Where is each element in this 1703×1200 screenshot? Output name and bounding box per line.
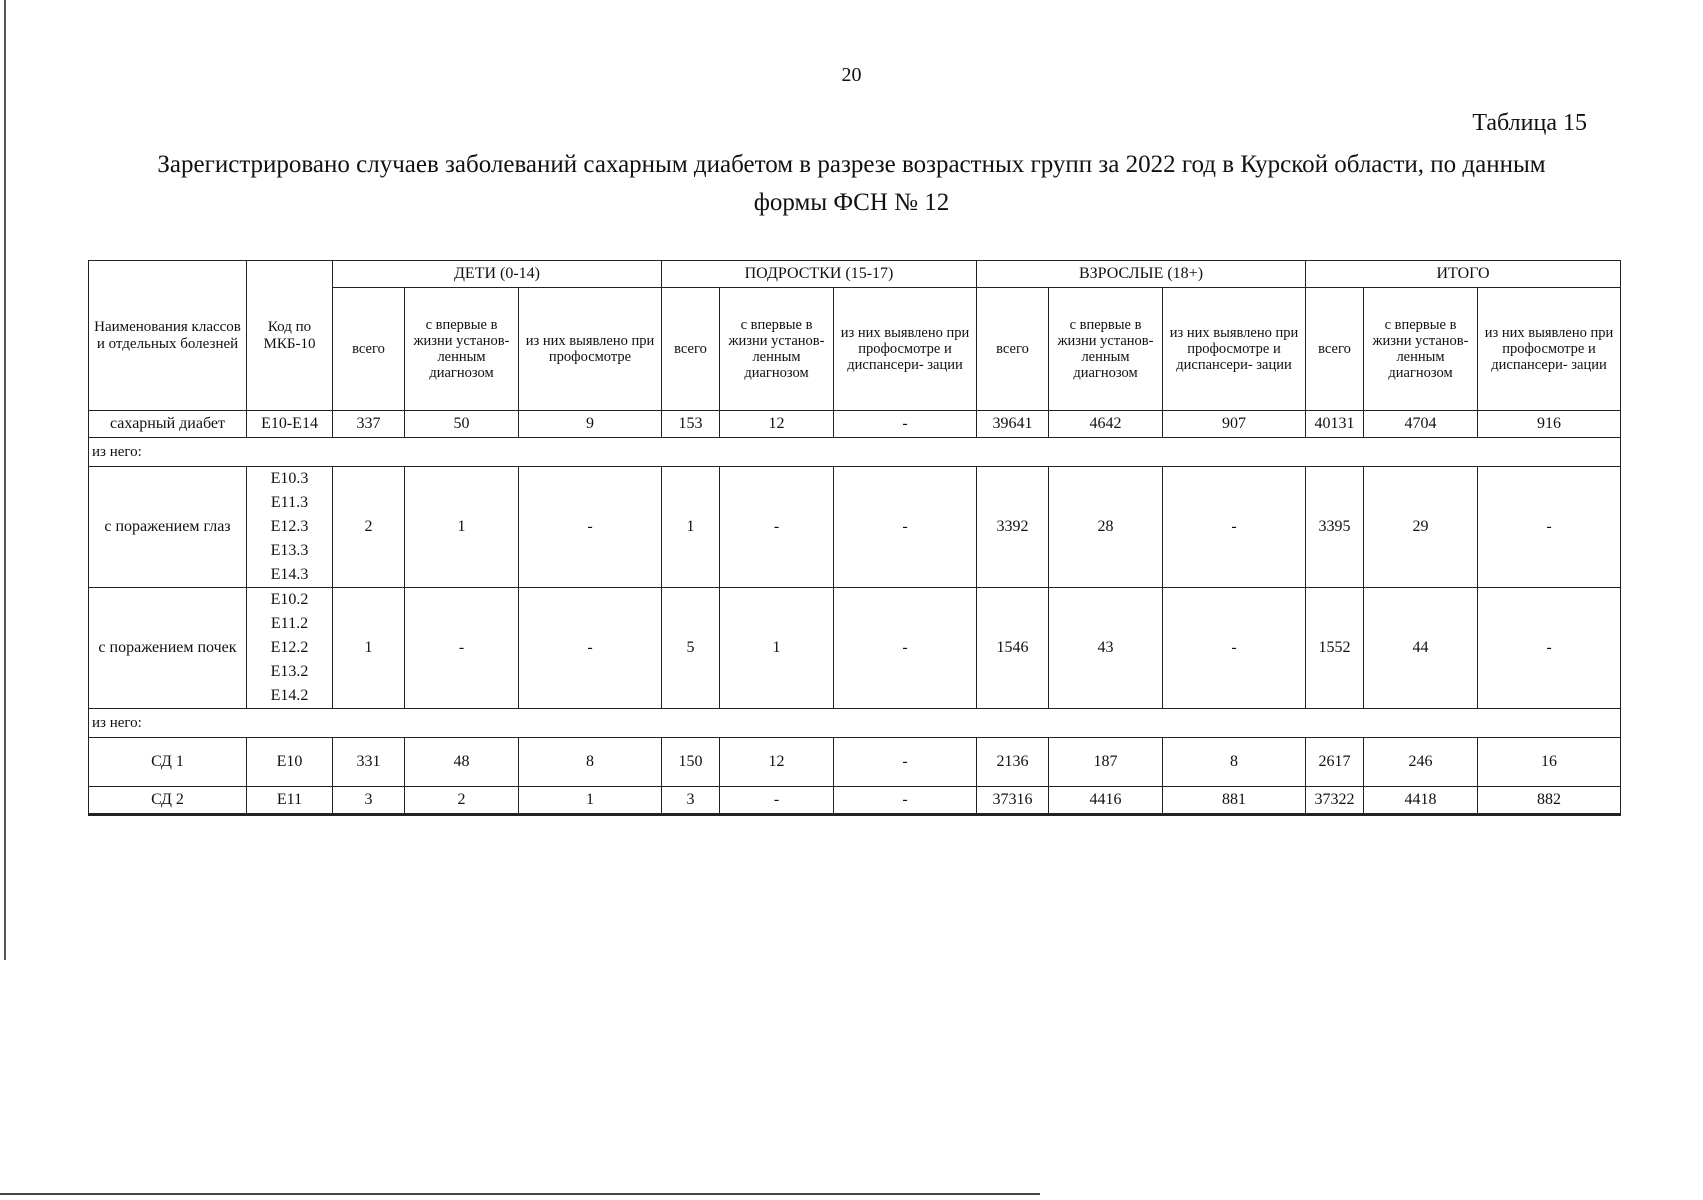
subheader-prof: из них выявлено при профосмотре bbox=[519, 288, 662, 411]
code-line: E10.3 bbox=[270, 470, 309, 487]
row-name: СД 1 bbox=[89, 738, 247, 787]
cell: 882 bbox=[1478, 787, 1621, 815]
table-label: Таблица 15 bbox=[1472, 110, 1587, 136]
subheader-total: всего bbox=[662, 288, 720, 411]
row-name: СД 2 bbox=[89, 787, 247, 815]
header-code: Код по МКБ-10 bbox=[247, 261, 333, 411]
subheader-total: всего bbox=[333, 288, 405, 411]
table-row bbox=[89, 467, 1621, 588]
row-codes bbox=[247, 467, 333, 588]
row-name: с поражением почек bbox=[89, 588, 247, 709]
cell: 1 bbox=[333, 588, 405, 709]
cell: 2617 bbox=[1306, 738, 1364, 787]
cell: - bbox=[720, 467, 834, 588]
subheader-first: с впервые в жизни установ- ленным диагнозом bbox=[1049, 288, 1163, 411]
subheader-total: всего bbox=[1306, 288, 1364, 411]
cell: - bbox=[1163, 588, 1306, 709]
note-text: из него: bbox=[89, 709, 1621, 738]
cell: 29 bbox=[1364, 467, 1478, 588]
page-number: 20 bbox=[841, 64, 862, 86]
cell: 187 bbox=[1049, 738, 1163, 787]
header-total: ИТОГО bbox=[1306, 261, 1621, 288]
row-code: E10 bbox=[247, 738, 333, 787]
cell: 4642 bbox=[1049, 411, 1163, 438]
cell: - bbox=[720, 787, 834, 815]
cell: - bbox=[834, 411, 977, 438]
cell: - bbox=[834, 738, 977, 787]
table-row-note bbox=[89, 709, 1621, 738]
cell: 16 bbox=[1478, 738, 1621, 787]
cell: 1 bbox=[519, 787, 662, 815]
code-line: E12.2 bbox=[270, 639, 309, 656]
cell: 3395 bbox=[1306, 467, 1364, 588]
code-line: E10.2 bbox=[270, 591, 309, 608]
subheader-prof-disp: из них выявлено при профосмотре и диспансери- зации bbox=[834, 288, 977, 411]
row-code: E11 bbox=[247, 787, 333, 815]
cell: 3 bbox=[333, 787, 405, 815]
row-codes bbox=[247, 588, 333, 709]
cell: 8 bbox=[1163, 738, 1306, 787]
cell: 4416 bbox=[1049, 787, 1163, 815]
cell: - bbox=[834, 787, 977, 815]
cell: 246 bbox=[1364, 738, 1478, 787]
cell: 39641 bbox=[977, 411, 1049, 438]
cell: - bbox=[1478, 467, 1621, 588]
cell: 1 bbox=[662, 467, 720, 588]
cell: - bbox=[834, 467, 977, 588]
page-bottom-rule bbox=[0, 1193, 1040, 1195]
code-line: E14.2 bbox=[270, 687, 309, 704]
cell: 916 bbox=[1478, 411, 1621, 438]
cell: 907 bbox=[1163, 411, 1306, 438]
code-line: E13.2 bbox=[270, 663, 309, 680]
code-line: E12.3 bbox=[270, 518, 309, 535]
cell: - bbox=[519, 588, 662, 709]
cell: 37316 bbox=[977, 787, 1049, 815]
cell: 28 bbox=[1049, 467, 1163, 588]
table-row bbox=[89, 787, 1621, 815]
cell: 43 bbox=[1049, 588, 1163, 709]
cell: 2 bbox=[405, 787, 519, 815]
subheader-prof-disp: из них выявлено при профосмотре и диспансери- зации bbox=[1478, 288, 1621, 411]
cell: 153 bbox=[662, 411, 720, 438]
cell: 2 bbox=[333, 467, 405, 588]
cell: 881 bbox=[1163, 787, 1306, 815]
code-line: E14.3 bbox=[270, 566, 309, 583]
cell: 8 bbox=[519, 738, 662, 787]
cell: 48 bbox=[405, 738, 519, 787]
header-name: Наименования классов и отдельных болезней bbox=[89, 261, 247, 411]
cell: 337 bbox=[333, 411, 405, 438]
cell: 1552 bbox=[1306, 588, 1364, 709]
cell: 3392 bbox=[977, 467, 1049, 588]
cell: - bbox=[405, 588, 519, 709]
header-children: ДЕТИ (0-14) bbox=[333, 261, 662, 288]
table-row bbox=[89, 411, 1621, 438]
note-text: из него: bbox=[89, 438, 1621, 467]
cell: 37322 bbox=[1306, 787, 1364, 815]
cell: 150 bbox=[662, 738, 720, 787]
cell: 4704 bbox=[1364, 411, 1478, 438]
cell: - bbox=[834, 588, 977, 709]
table-row bbox=[89, 588, 1621, 709]
header-adults: ВЗРОСЛЫЕ (18+) bbox=[977, 261, 1306, 288]
table-row bbox=[89, 738, 1621, 787]
row-code: E10-E14 bbox=[247, 411, 333, 438]
cell: 1 bbox=[720, 588, 834, 709]
cell: - bbox=[1163, 467, 1306, 588]
row-name: с поражением глаз bbox=[89, 467, 247, 588]
cell: 40131 bbox=[1306, 411, 1364, 438]
cell: 5 bbox=[662, 588, 720, 709]
cell: 1 bbox=[405, 467, 519, 588]
subheader-first: с впервые в жизни установ- ленным диагнозом bbox=[720, 288, 834, 411]
cell: 9 bbox=[519, 411, 662, 438]
document-title: Зарегистрировано случаев заболеваний сахарным диабетом в разрезе возрастных групп за 2022 год в Курской области, по данным формы ФСН № 12 bbox=[157, 151, 1546, 216]
cell: 44 bbox=[1364, 588, 1478, 709]
row-name: сахарный диабет bbox=[89, 411, 247, 438]
cell: 4418 bbox=[1364, 787, 1478, 815]
cell: - bbox=[1478, 588, 1621, 709]
code-line: E11.3 bbox=[270, 494, 309, 511]
cell: 1546 bbox=[977, 588, 1049, 709]
cell: 2136 bbox=[977, 738, 1049, 787]
page-left-edge bbox=[4, 0, 6, 960]
cell: - bbox=[519, 467, 662, 588]
code-line: E11.2 bbox=[270, 615, 309, 632]
cell: 50 bbox=[405, 411, 519, 438]
cell: 3 bbox=[662, 787, 720, 815]
subheader-first: с впервые в жизни установ- ленным диагнозом bbox=[405, 288, 519, 411]
code-line: E13.3 bbox=[270, 542, 309, 559]
cell: 12 bbox=[720, 738, 834, 787]
table-row-note bbox=[89, 438, 1621, 467]
subheader-first: с впервые в жизни установ- ленным диагнозом bbox=[1364, 288, 1478, 411]
header-teens: ПОДРОСТКИ (15-17) bbox=[662, 261, 977, 288]
subheader-total: всего bbox=[977, 288, 1049, 411]
cell: 331 bbox=[333, 738, 405, 787]
cell: 12 bbox=[720, 411, 834, 438]
subheader-prof-disp: из них выявлено при профосмотре и диспансери- зации bbox=[1163, 288, 1306, 411]
diabetes-table bbox=[88, 260, 1621, 816]
